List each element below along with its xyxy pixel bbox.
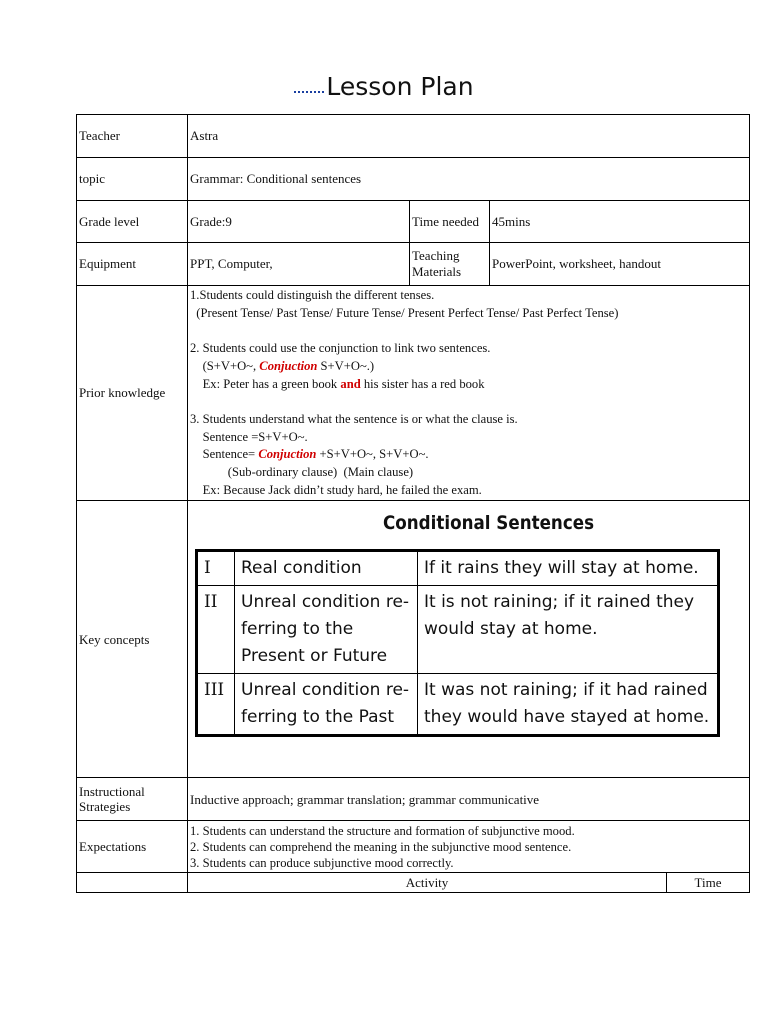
row-equipment	[77, 243, 750, 286]
teaching-materials-value: PowerPoint, worksheet, handout	[490, 243, 750, 286]
conditional-row	[197, 586, 719, 674]
conditional-example: It was not raining; if it had rained they would have stayed at home.	[418, 674, 719, 736]
row-strategies	[77, 778, 750, 821]
conditional-row	[197, 551, 719, 586]
key-concepts-content	[188, 501, 750, 778]
conditional-number: III	[197, 674, 235, 736]
title-text: Lesson Plan	[326, 72, 474, 101]
conjunction-highlight: Conjuction	[258, 447, 317, 462]
title-blank	[294, 85, 324, 93]
strategies-label: Instructional Strategies	[77, 778, 188, 821]
equipment-label: Equipment	[77, 243, 188, 286]
expectations-label: Expectations	[77, 821, 188, 873]
teacher-value: Astra	[188, 115, 750, 158]
prior-text: S+V+O~.)	[317, 358, 375, 373]
prior-text: Sentence=	[190, 447, 259, 462]
grade-value: Grade:9	[188, 201, 410, 243]
conditional-sentences-table	[195, 549, 720, 737]
time-header: Time	[667, 873, 750, 893]
prior-text: +S+V+O~, S+V+O~.	[316, 447, 429, 462]
conjunction-highlight: Conjuction	[259, 358, 318, 373]
prior-line	[190, 446, 747, 464]
prior-line	[190, 358, 747, 376]
prior-line: 3. Students understand what the sentence is or what the clause is.	[190, 411, 518, 426]
key-concepts-label: Key concepts	[77, 501, 188, 778]
conditional-number: I	[197, 551, 235, 586]
conditional-sentences-heading: Conditional Sentences	[382, 512, 595, 535]
prior-text: (S+V+O~,	[190, 358, 260, 373]
time-needed-value: 45mins	[490, 201, 750, 243]
topic-label: topic	[77, 158, 188, 201]
row-prior-knowledge	[77, 286, 750, 501]
prior-knowledge-content	[188, 286, 750, 501]
conditional-type: Real condition	[235, 551, 418, 586]
prior-line: (Present Tense/ Past Tense/ Future Tense/ Present Perfect Tense/ Past Perfect Tense)	[190, 305, 619, 320]
grade-label: Grade level	[77, 201, 188, 243]
and-highlight: and	[340, 376, 361, 391]
prior-line	[190, 376, 747, 394]
prior-line: 2. Students could use the conjunction to link two sentences.	[190, 341, 491, 356]
prior-line: (Sub-ordinary clause) (Main clause)	[190, 465, 414, 480]
conditional-type: Unreal condition re-ferring to the Present or Future	[235, 586, 418, 674]
row-grade	[77, 201, 750, 243]
prior-text: his sister has a red book	[360, 376, 485, 391]
conditional-example: It is not raining; if it rained they would stay at home.	[418, 586, 719, 674]
conditional-example: If it rains they will stay at home.	[418, 551, 719, 586]
prior-line: Sentence =S+V+O~.	[190, 429, 308, 444]
strategies-value: Inductive approach; grammar translation; grammar communicative	[188, 778, 750, 821]
equipment-value: PPT, Computer,	[188, 243, 410, 286]
expectation-item: 3. Students can produce subjunctive mood correctly.	[190, 855, 454, 870]
prior-text: Ex: Peter has a green book	[190, 376, 341, 391]
topic-value: Grammar: Conditional sentences	[188, 158, 750, 201]
row-activity-header	[77, 873, 750, 893]
page-title	[0, 72, 768, 101]
teaching-materials-label: Teaching Materials	[410, 243, 490, 286]
expectations-content	[188, 821, 750, 873]
prior-blank-line	[190, 393, 747, 411]
row-key-concepts	[77, 501, 750, 778]
conditional-number: II	[197, 586, 235, 674]
teacher-label: Teacher	[77, 115, 188, 158]
prior-line: Ex: Because Jack didn’t study hard, he failed the exam.	[190, 482, 482, 497]
expectation-item: 1. Students can understand the structure and formation of subjunctive mood.	[190, 823, 575, 838]
activity-header: Activity	[188, 873, 667, 893]
row-expectations	[77, 821, 750, 873]
conditional-type: Unreal condition re-ferring to the Past	[235, 674, 418, 736]
conditional-row	[197, 674, 719, 736]
prior-blank-line	[190, 322, 747, 340]
row-topic	[77, 158, 750, 201]
expectation-item: 2. Students can comprehend the meaning in the subjunctive mood sentence.	[190, 839, 572, 854]
activity-empty-cell	[77, 873, 188, 893]
prior-line: 1.Students could distinguish the different tenses.	[190, 288, 435, 302]
prior-knowledge-label: Prior knowledge	[77, 286, 188, 501]
time-needed-label: Time needed	[410, 201, 490, 243]
lesson-plan-table	[76, 114, 750, 893]
row-teacher	[77, 115, 750, 158]
